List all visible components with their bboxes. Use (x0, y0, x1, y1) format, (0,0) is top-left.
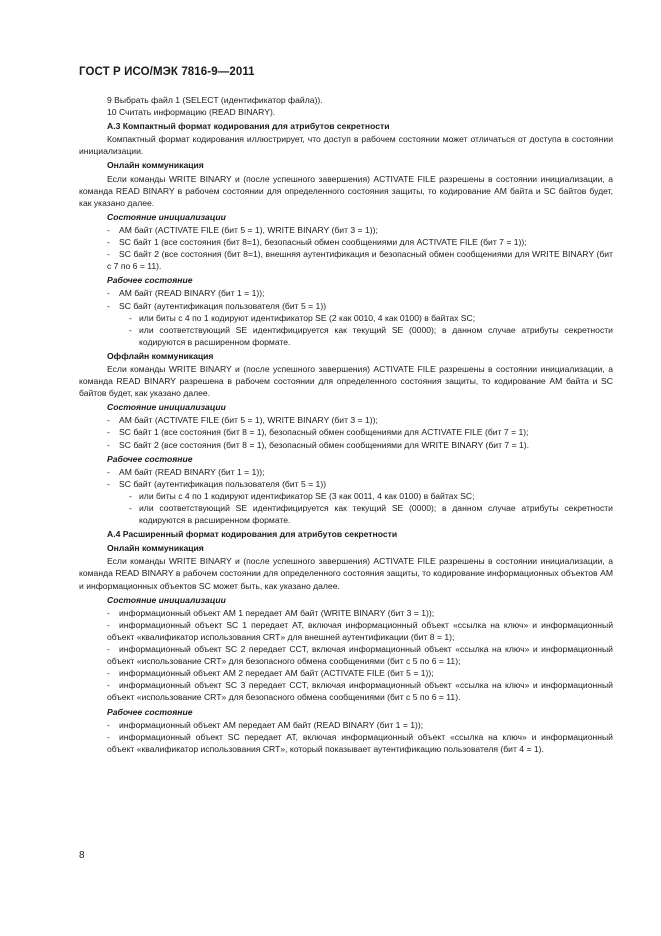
page-body (79, 94, 613, 755)
dash-marker: - (107, 731, 110, 742)
dash-marker: - (107, 237, 110, 248)
list-item: - SC байт (аутентификация пользователя (бит 5 = 1)) (107, 478, 327, 489)
step-item: 10 Считать информацию (READ BINARY). (107, 107, 276, 118)
state-heading-work: Рабочее состояние (107, 706, 193, 717)
dash-marker: - (107, 680, 110, 691)
list-item: - SC байт 2 (все состояния (бит 8 = 1), безопасный обмен сообщениями для WRITE BINARY (бит 7 = 1). (107, 439, 530, 450)
dash-marker: - (129, 312, 132, 323)
dash-marker: - (107, 466, 110, 477)
dash-marker: - (129, 324, 132, 335)
page-number: 8 (79, 850, 85, 861)
section-heading-a4: А.4 Расширенный формат кодирования для атрибутов секретности (107, 529, 398, 540)
list-item: - информационный объект AM 1 передает AM байт (WRITE BINARY (бит 3 = 1)); (107, 607, 435, 618)
dash-marker: - (107, 300, 110, 311)
list-item: - информационный объект SC передает AT, включая информационный объект «ссылка на ключ» и информационный объект «квалификатор использования CRT», который показывает аутентификацию пользователя (бит 4 = 1). (107, 731, 613, 754)
subsection-heading-online: Онлайн коммуникация (107, 543, 204, 554)
dash-marker: - (107, 478, 110, 489)
list-item: - SC байт (аутентификация пользователя (бит 5 = 1)) (107, 300, 327, 311)
section-heading-a3: А.3 Компактный формат кодирования для атрибутов секретности (107, 121, 390, 132)
state-heading-init: Состояние инициализации (107, 402, 226, 413)
dash-marker: - (107, 719, 110, 730)
dash-marker: - (107, 439, 110, 450)
dash-marker: - (107, 644, 110, 655)
state-heading-init: Состояние инициализации (107, 594, 226, 605)
sublist-item: - или биты с 4 по 1 кодируют идентификатор SE (2 как 0010, 4 как 0100) в байтах SC; (129, 312, 476, 323)
dash-marker: - (107, 619, 110, 630)
step-item: 9 Выбрать файл 1 (SELECT (идентификатор файла)). (107, 95, 323, 105)
list-item: - информационный объект AM передает AM байт (READ BINARY (бит 1 = 1)); (107, 719, 424, 730)
dash-marker: - (129, 490, 132, 501)
list-item: - информационный объект SC 1 передает AT, включая информационный объект «ссылка на ключ» и информационный объект «квалификатор использования CRT» для внешней аутентификации (бит 8 = 1); (107, 619, 613, 642)
list-item: - SC байт 1 (все состояния (бит 8 = 1), безопасный обмен сообщениями для ACTIVATE FILE (бит 7 = 1); (107, 427, 529, 438)
subsection-heading-online: Онлайн коммуникация (107, 160, 204, 171)
list-item: - информационный объект AM 2 передает AM байт (ACTIVATE FILE (бит 5 = 1)); (107, 668, 434, 679)
dash-marker: - (107, 415, 110, 426)
dash-marker: - (107, 607, 110, 618)
state-heading-work: Рабочее состояние (107, 275, 193, 286)
sublist-item: - или соответствующий SE идентифицируется как текущий SE (0000); в данном случае атрибуты секретности кодируются в расширенном формате. (129, 503, 613, 526)
sublist-item: - или соответствующий SE идентифицируется как текущий SE (0000); в данном случае атрибуты секретности кодируются в расширенном формате. (129, 324, 613, 347)
list-item: - информационный объект SC 3 передает CCT, включая информационный объект «ссылка на ключ» и информационный объект «использование CRT» для безопасного обмена сообщениями (бит с 5 по 6 = 11). (107, 680, 613, 703)
list-item: - информационный объект SC 2 передает CCT, включая информационный объект «ссылка на ключ» и информационный объект «использование CRT» для безопасного обмена сообщениями (бит с 5 по 6 = 11); (107, 644, 613, 667)
dash-marker: - (129, 503, 132, 513)
list-item: - AM байт (ACTIVATE FILE (бит 5 = 1), WRITE BINARY (бит 3 = 1)); (107, 224, 378, 235)
page-header-title: ГОСТ Р ИСО/МЭК 7816-9—2011 (79, 66, 255, 78)
list-item: - AM байт (READ BINARY (бит 1 = 1)); (107, 466, 265, 477)
dash-marker: - (107, 668, 110, 679)
list-item: - SC байт 2 (все состояния (бит 8=1), внешняя аутентификация и безопасный обмен сообщениями для WRITE BINARY (бит с 7 по 6 = 11). (107, 249, 613, 272)
list-item: - AM байт (ACTIVATE FILE (бит 5 = 1), WRITE BINARY (бит 3 = 1)); (107, 415, 378, 426)
dash-marker: - (107, 249, 110, 260)
list-item: - AM байт (READ BINARY (бит 1 = 1)); (107, 288, 265, 299)
paragraph: Если команды WRITE BINARY и (после успешного завершения) ACTIVATE FILE разрешены в состоянии инициализации, а команда READ BINARY разрешена в рабочем состоянии для определенного состояния защиты, то кодирование AM байта и SC байтов будет, как указано далее. (79, 363, 613, 399)
state-heading-work: Рабочее состояние (107, 453, 193, 464)
dash-marker: - (107, 288, 110, 299)
subsection-heading-offline: Оффлайн коммуникация (107, 350, 214, 361)
list-item: - SC байт 1 (все состояния (бит 8=1), безопасный обмен сообщениями для ACTIVATE FILE (бит 7 = 1)); (107, 237, 527, 248)
dash-marker: - (107, 427, 110, 438)
dash-marker: - (107, 224, 110, 235)
paragraph: Если команды WRITE BINARY и (после успешного завершения) ACTIVATE FILE разрешены в состоянии инициализации, а команда READ BINARY в рабочем состоянии для определенного состояния защиты, то кодирование AM байта и SC байтов будет, как указано далее. (79, 173, 613, 208)
paragraph: Компактный формат кодирования иллюстрирует, что доступ в рабочем состоянии может отличаться от доступа в состоянии инициализации. (79, 134, 613, 157)
sublist-item: - или биты с 4 по 1 кодируют идентификатор SE (3 как 0011, 4 как 0100) в байтах SC; (129, 490, 475, 501)
state-heading-init: Состояние инициализации (107, 211, 226, 222)
paragraph: Если команды WRITE BINARY и (после успешного завершения) ACTIVATE FILE разрешены в состоянии инициализации, а команда READ BINARY в рабочем состоянии для определенного состояния защиты, то кодирование информационных объектов AM и информационных объектов SC может быть, как указано далее. (79, 556, 613, 591)
